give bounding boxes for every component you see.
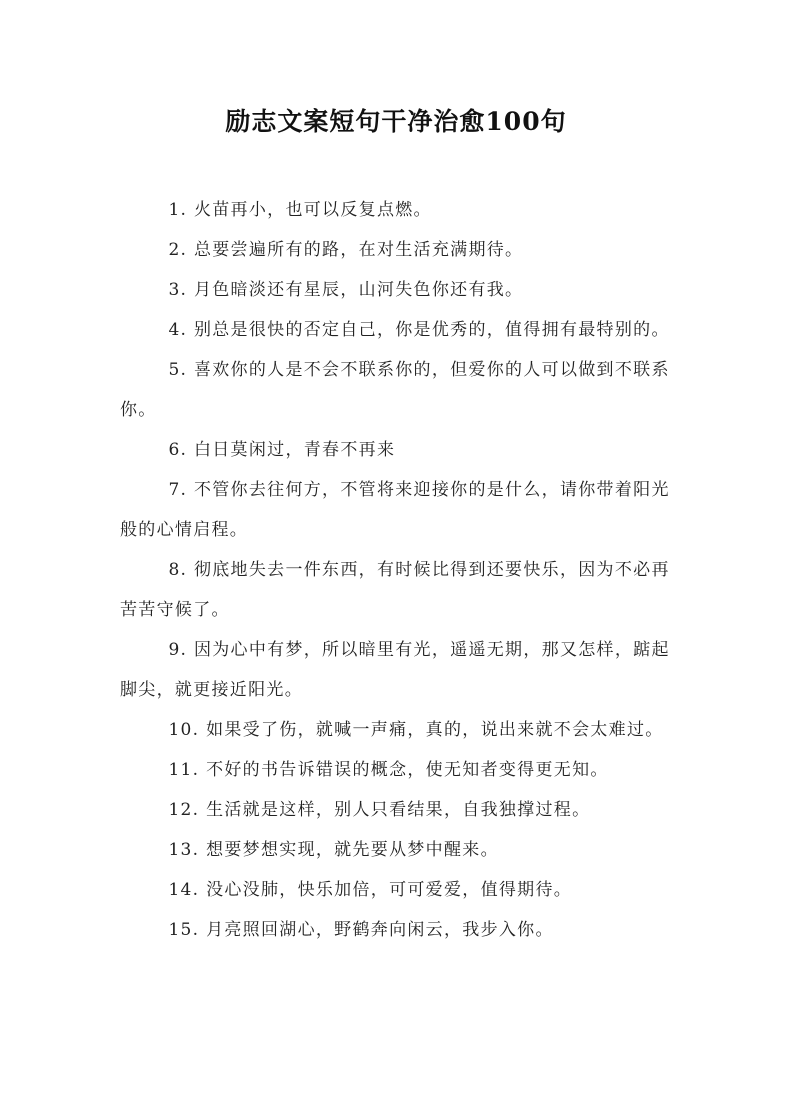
quote-list [120,190,680,950]
document-title: 励志文案短句干净治愈100句 [225,107,567,136]
quote-item: 12. 生活就是这样，别人只看结果，自我独撑过程。 [168,800,591,820]
quote-item: 15. 月亮照回湖心，野鹤奔向闲云，我步入你。 [168,920,554,940]
quote-item: 9. 因为心中有梦，所以暗里有光，遥遥无期，那又怎样，踮起脚尖，就更接近阳光。 [120,640,670,700]
quote-item: 1. 火苗再小，也可以反复点燃。 [168,200,432,220]
quote-item: 4. 别总是很快的否定自己，你是优秀的，值得拥有最特别的。 [168,320,670,340]
quote-item: 3. 月色暗淡还有星辰，山河失色你还有我。 [168,280,524,300]
quote-item: 13. 想要梦想实现，就先要从梦中醒来。 [168,840,499,860]
quote-item: 6. 白日莫闲过，青春不再来 [168,440,396,460]
quote-item: 2. 总要尝遍所有的路，在对生活充满期待。 [168,240,524,260]
quote-item: 11. 不好的书告诉错误的概念，使无知者变得更无知。 [168,760,609,780]
quote-item: 7. 不管你去往何方，不管将来迎接你的是什么，请你带着阳光般的心情启程。 [120,480,670,540]
quote-item: 10. 如果受了伤，就喊一声痛，真的，说出来就不会太难过。 [168,720,664,740]
quote-item: 14. 没心没肺，快乐加倍，可可爱爱，值得期待。 [168,880,573,900]
quote-item: 8. 彻底地失去一件东西，有时候比得到还要快乐，因为不必再苦苦守候了。 [120,560,670,620]
quote-item: 5. 喜欢你的人是不会不联系你的，但爱你的人可以做到不联系你。 [120,360,670,420]
